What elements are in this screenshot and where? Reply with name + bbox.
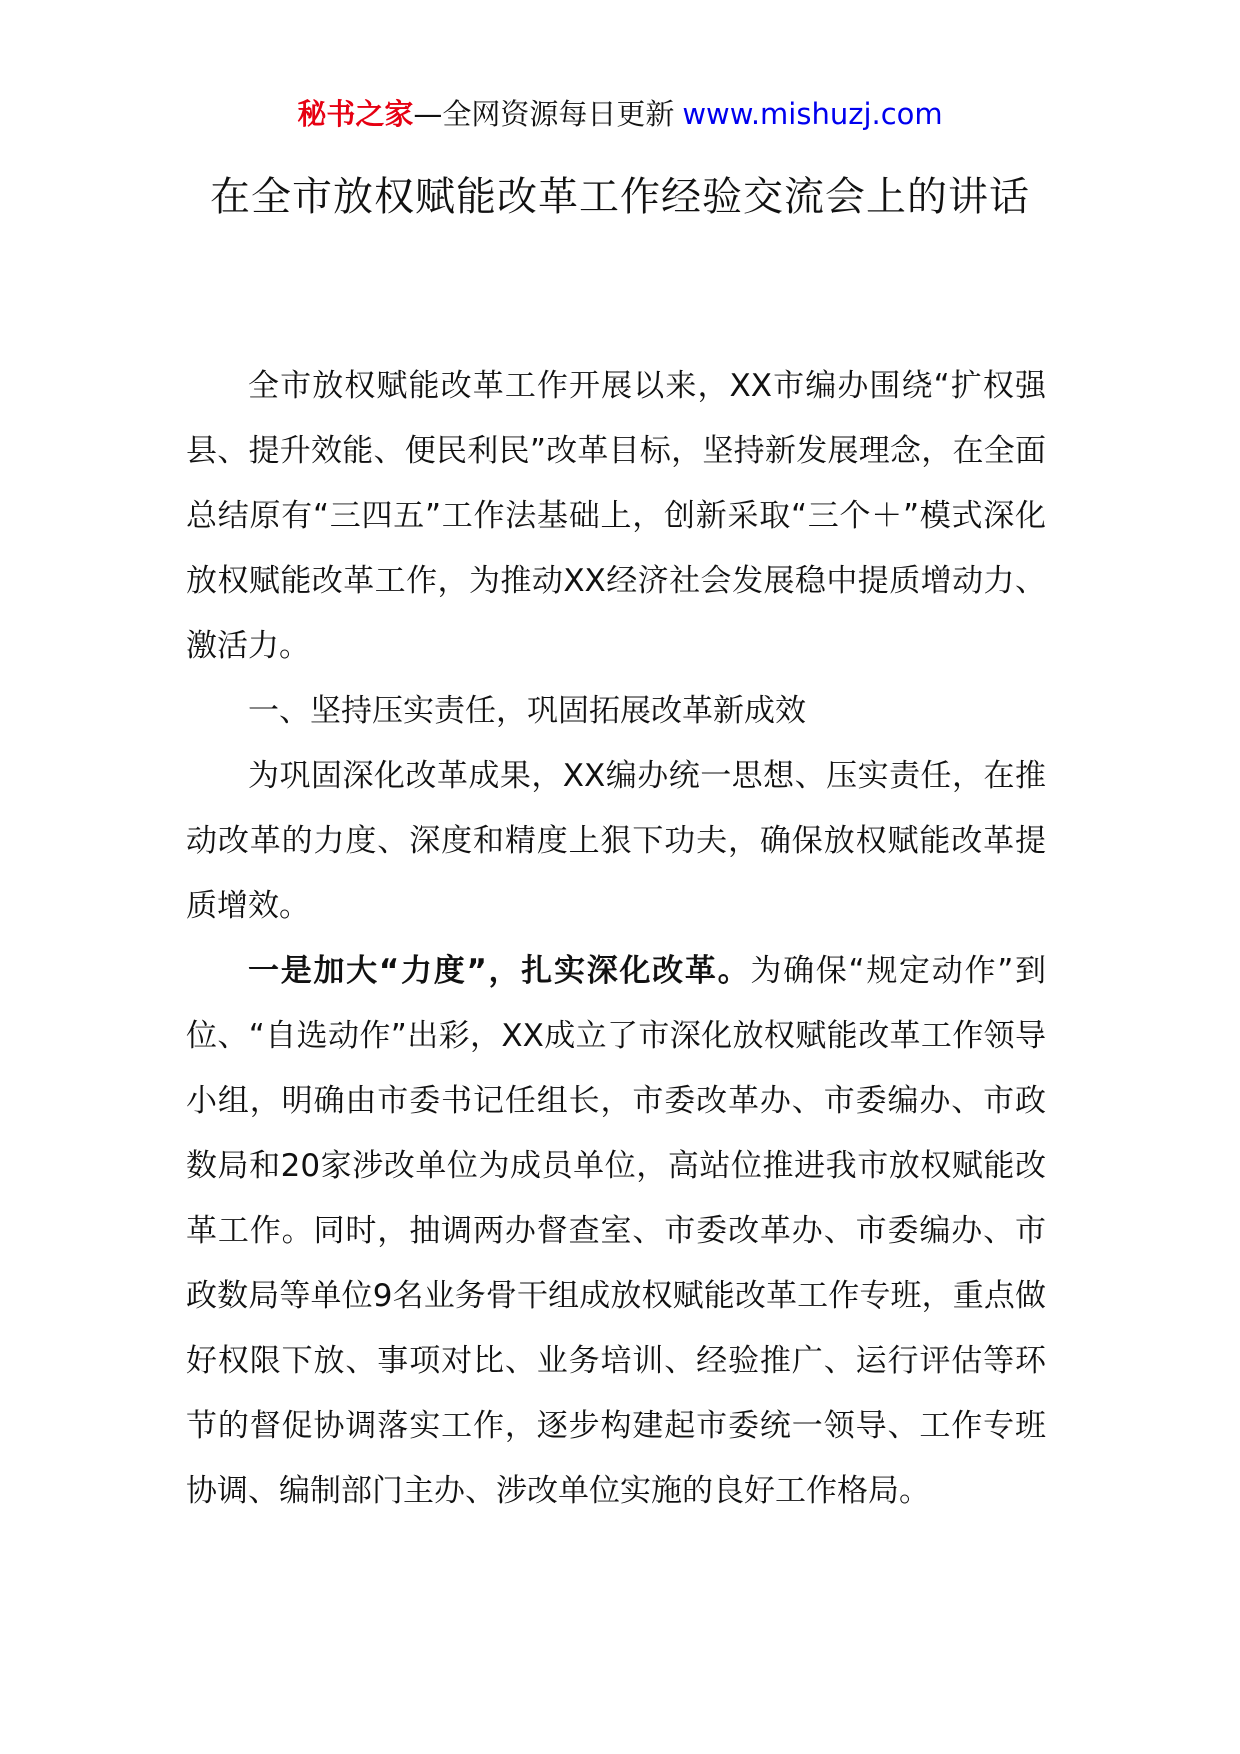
site-url-link[interactable]: www.mishuzj.com: [682, 97, 943, 131]
document-body: [186, 354, 1046, 1524]
section-paragraph: 为巩固深化改革成果，XX编办统一思想、压实责任，在推动改革的力度、深度和精度上狠下功夫，确保放权赋能改革提质增效。: [186, 758, 1046, 924]
section-heading: 一、坚持压实责任，巩固拓展改革新成效: [248, 693, 806, 729]
header-tagline: —全网资源每日更新: [413, 97, 675, 131]
point-lead: 一是加大“力度”，扎实深化改革。: [248, 953, 751, 989]
document-title: 在全市放权赋能改革工作经验交流会上的讲话: [210, 174, 1030, 220]
point-text: 为确保“规定动作”到位、“自选动作”出彩，XX成立了市深化放权赋能改革工作领导小组，明确由市委书记任组长，市委改革办、市委编办、市政数局和20家涉改单位为成员单位，高站位推进我市放权赋能改革工作。同时，抽调两办督查室、市委改革办、市委编办、市政数局等单位9名业务骨干组成放权赋能改革工作专班，重点做好权限下放、事项对比、业务培训、经验推广、运行评估等环节的督促协调落实工作，逐步构建起市委统一领导、工作专班协调、编制部门主办、涉改单位实施的良好工作格局。: [186, 953, 1047, 1509]
intro-paragraph: 全市放权赋能改革工作开展以来，XX市编办围绕“扩权强县、提升效能、便民利民”改革目标，坚持新发展理念，在全面总结原有“三四五”工作法基础上，创新采取“三个＋”模式深化放权赋能改革工作，为推动XX经济社会发展稳中提质增动力、激活力。: [186, 368, 1046, 664]
brand-name: 秘书之家: [297, 97, 414, 131]
point-paragraph: [186, 939, 1046, 1524]
site-header: [0, 94, 1240, 134]
